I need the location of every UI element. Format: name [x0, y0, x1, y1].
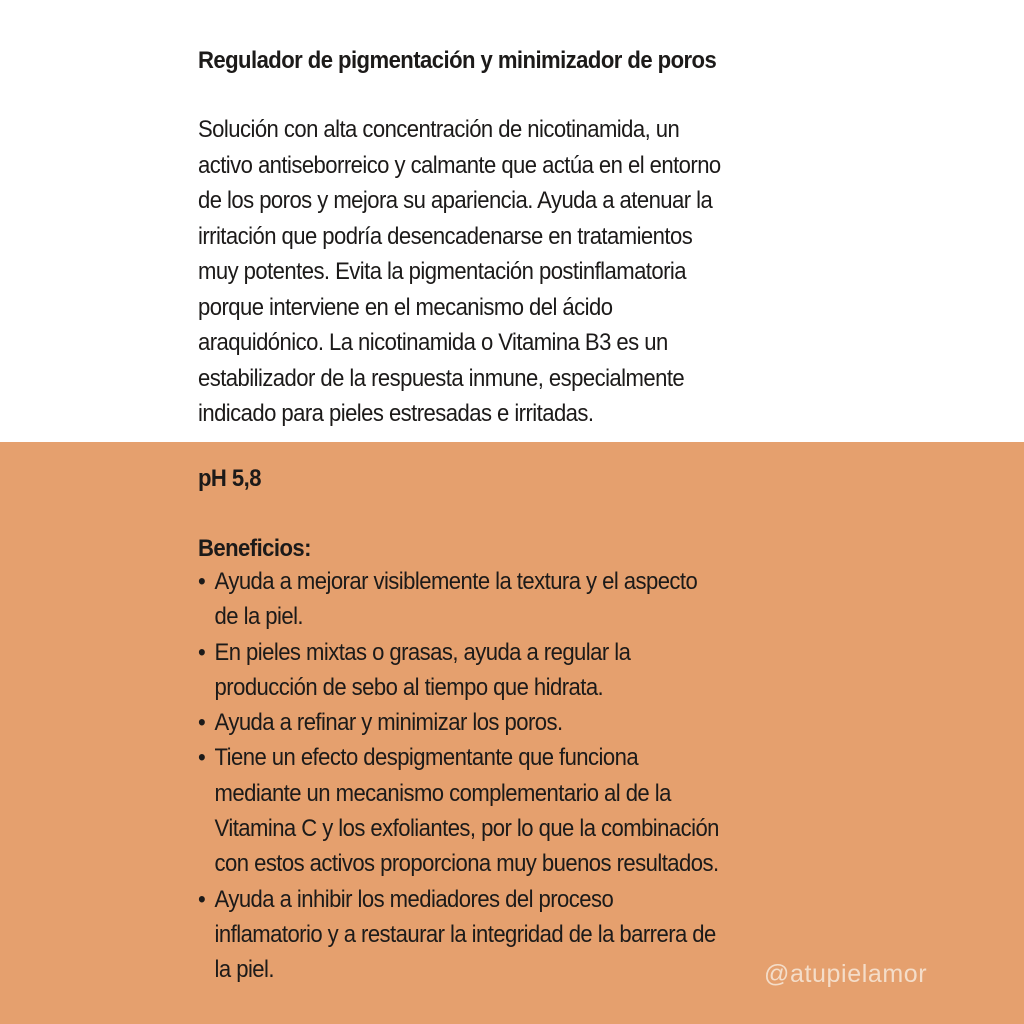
bullet-icon: • — [198, 885, 206, 913]
description-line: estabilizador de la respuesta inmune, especialmente — [198, 364, 685, 392]
benefit-line: inflamatorio y a restaurar la integridad de la barrera de — [214, 920, 716, 948]
benefit-line: En pieles mixtas o grasas, ayuda a regular la — [214, 638, 631, 666]
benefit-line: Tiene un efecto despigmentante que funciona — [214, 744, 639, 772]
benefit-line: de la piel. — [214, 603, 304, 631]
benefit-item — [198, 635, 860, 706]
instagram-handle-watermark: @atupielamor — [764, 960, 928, 988]
benefit-line: la piel. — [214, 956, 274, 984]
bullet-icon: • — [198, 709, 206, 737]
bullet-icon: • — [198, 744, 206, 772]
description-line: indicado para pieles estresadas e irritadas. — [198, 400, 594, 427]
ph-value: pH 5,8 — [198, 465, 261, 492]
bullet-icon: • — [198, 568, 206, 595]
description-line: Solución con alta concentración de nicotinamida, un — [198, 116, 680, 143]
benefit-line: Ayuda a mejorar visiblemente la textura y el aspecto — [214, 568, 698, 595]
benefit-item — [198, 882, 860, 988]
benefit-line: Ayuda a inhibir los mediadores del proceso — [214, 885, 614, 913]
description-line: araquidónico. La nicotinamida o Vitamina B3 es un — [198, 329, 668, 356]
benefit-item — [198, 740, 860, 881]
description-line: porque interviene en el mecanismo del ácido — [198, 293, 613, 321]
benefit-line: con estos activos proporciona muy buenos resultados. — [214, 850, 719, 878]
description-line: irritación que podría desencadenarse en tratamientos — [198, 222, 693, 250]
benefit-item — [198, 705, 860, 740]
top-section — [0, 0, 1024, 442]
bottom-section — [0, 442, 1024, 1024]
benefit-line: Ayuda a refinar y minimizar los poros. — [214, 709, 563, 737]
benefits-heading: Beneficios: — [198, 535, 311, 562]
benefits-list — [198, 564, 860, 988]
product-description — [198, 112, 860, 432]
description-line: activo antiseborreico y calmante que actúa en el entorno — [198, 151, 721, 179]
page-title: Regulador de pigmentación y minimizador de poros — [198, 47, 717, 74]
description-line: muy potentes. Evita la pigmentación postinflamatoria — [198, 258, 687, 285]
benefit-line: producción de sebo al tiempo que hidrata. — [214, 673, 604, 701]
benefit-item — [198, 564, 860, 635]
benefit-line: Vitamina C y los exfoliantes, por lo que la combinación — [214, 815, 719, 843]
benefit-line: mediante un mecanismo complementario al de la — [214, 779, 671, 807]
bullet-icon: • — [198, 638, 206, 666]
description-line: de los poros y mejora su apariencia. Ayuda a atenuar la — [198, 187, 713, 214]
